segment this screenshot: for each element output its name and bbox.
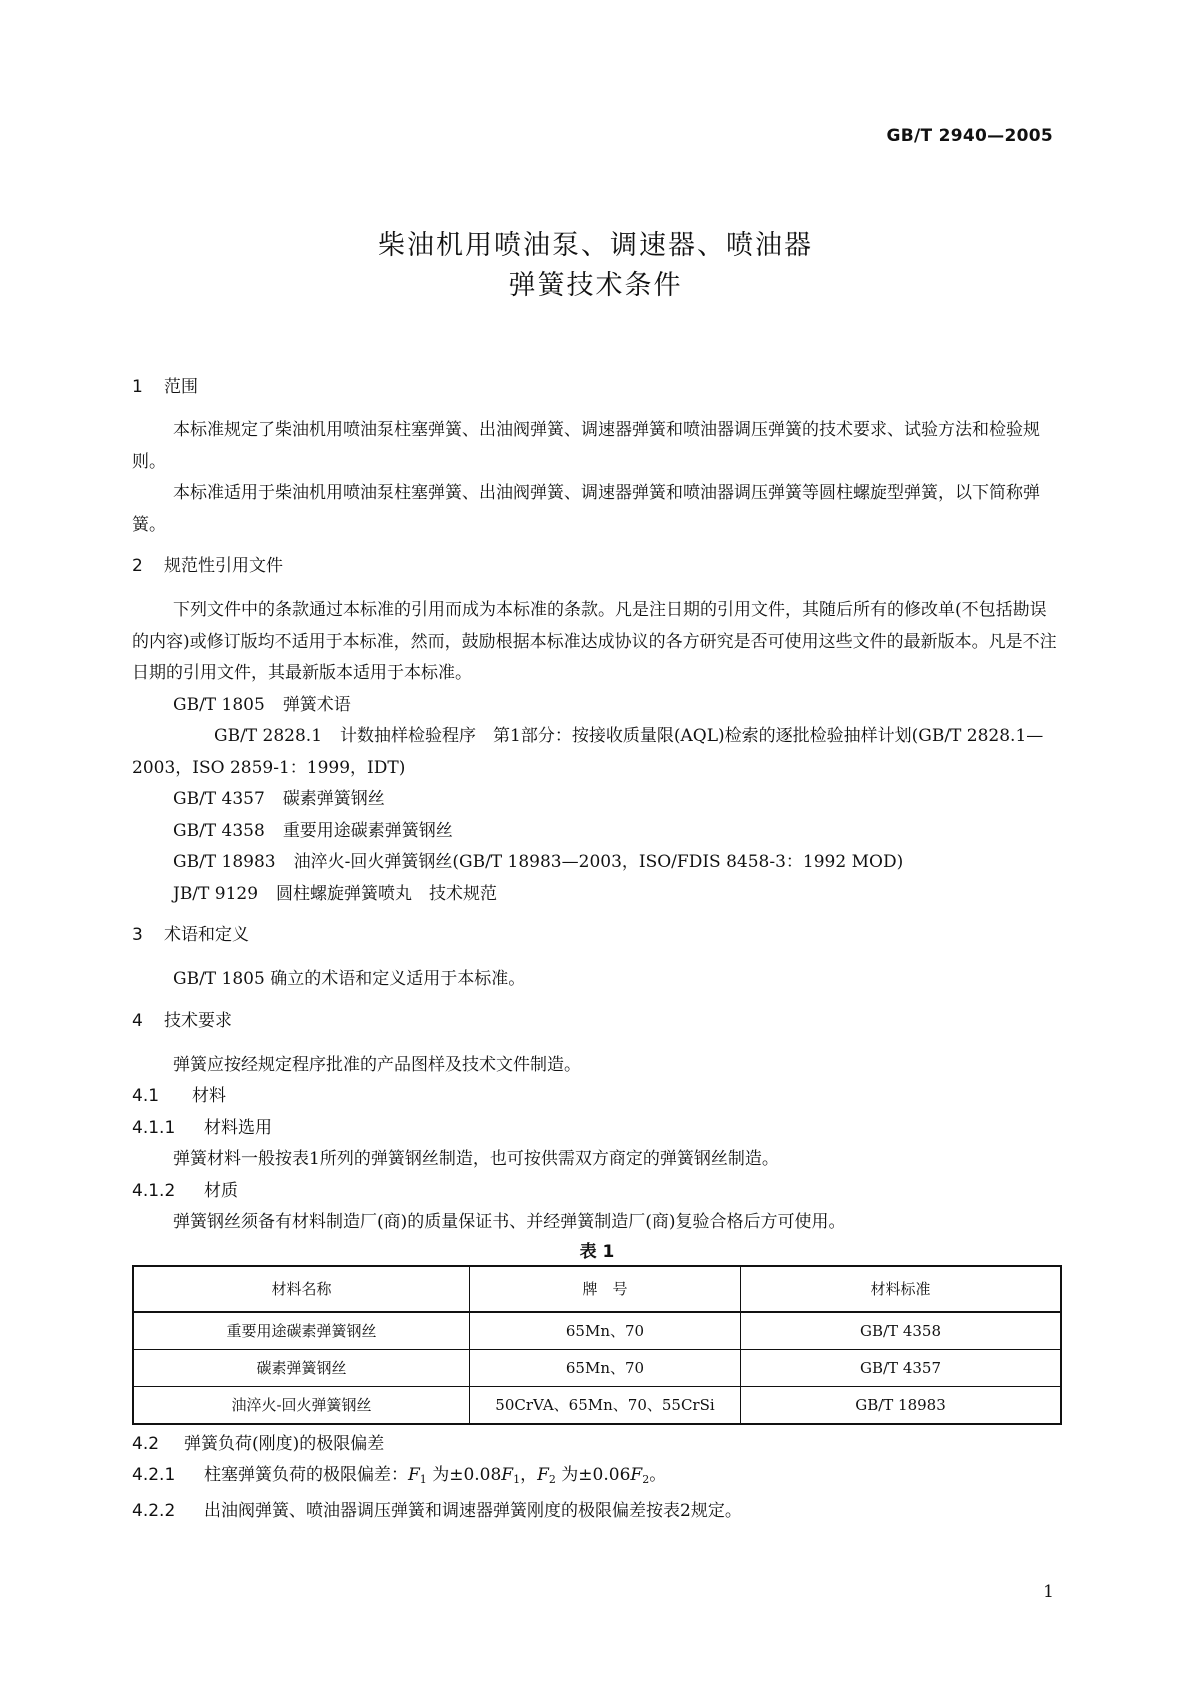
subsection-number: 4.2.2 bbox=[132, 1500, 176, 1521]
subsection-heading bbox=[132, 1113, 1062, 1145]
subsection-title: 材料选用 bbox=[204, 1117, 272, 1138]
table-cell: GB/T 18983 bbox=[741, 1386, 1062, 1424]
tolerance-text: 为±0.08 bbox=[426, 1465, 502, 1485]
subsection-title: 弹簧负荷(刚度)的极限偏差 bbox=[184, 1433, 385, 1454]
subsection-title: 材料 bbox=[192, 1086, 226, 1106]
paragraph: 本标准规定了柴油机用喷油泵柱塞弹簧、出油阀弹簧、调速器弹簧和喷油器调压弹簧的技术要求、试验方法和检验规则。 bbox=[132, 420, 1040, 472]
reference-title: 计数抽样检验程序 第1部分：按接收质量限(AQL)检索的逐批检验抽样计划(GB/T 2828.1—2003，ISO 2859-1：1999，IDT) bbox=[132, 726, 1044, 778]
subscript: 2 bbox=[642, 1473, 650, 1486]
table-row bbox=[133, 1386, 1061, 1424]
reference-item bbox=[132, 816, 1062, 848]
subsection-number: 4.1.1 bbox=[132, 1117, 176, 1138]
section-number: 2 bbox=[132, 556, 143, 576]
table-cell: 碳素弹簧钢丝 bbox=[133, 1349, 470, 1386]
table-row bbox=[133, 1312, 1061, 1350]
reference-title: 弹簧术语 bbox=[282, 694, 351, 715]
reference-code: GB/T 4357 bbox=[173, 789, 265, 809]
separator: ， bbox=[520, 1465, 538, 1485]
subsection-heading bbox=[132, 1176, 1062, 1208]
section-number: 1 bbox=[132, 377, 143, 397]
paragraph: 弹簧材料一般按表1所列的弹簧钢丝制造，也可按供需双方商定的弹簧钢丝制造。 bbox=[173, 1149, 779, 1169]
subsection-number: 4.2.1 bbox=[132, 1465, 176, 1485]
paragraph: 弹簧钢丝须备有材料制造厂(商)的质量保证书、并经弹簧制造厂(商)复验合格后方可使用。 bbox=[173, 1212, 846, 1232]
symbol-f: F bbox=[630, 1465, 643, 1485]
symbol-f: F bbox=[501, 1465, 514, 1485]
section-number: 4 bbox=[132, 1010, 143, 1031]
page-number: 1 bbox=[1043, 1582, 1054, 1602]
section-heading bbox=[132, 1010, 1062, 1032]
section-heading bbox=[132, 555, 1062, 577]
table-row bbox=[133, 1349, 1061, 1386]
table-cell: 重要用途碳素弹簧钢丝 bbox=[133, 1312, 470, 1350]
subsection-number: 4.2 bbox=[132, 1433, 160, 1454]
subsection-number: 4.1.2 bbox=[132, 1180, 176, 1201]
tolerance-text: 柱塞弹簧负荷的极限偏差： bbox=[204, 1465, 408, 1485]
tolerance-text: 出油阀弹簧、喷油器调压弹簧和调速器弹簧刚度的极限偏差按表2规定。 bbox=[204, 1500, 742, 1521]
reference-item bbox=[132, 847, 1062, 879]
reference-code: GB/T 1805 bbox=[173, 694, 265, 715]
table-cell: 50CrVA、65Mn、70、55CrSi bbox=[470, 1386, 741, 1424]
materials-table bbox=[132, 1265, 1062, 1425]
column-header: 材料名称 bbox=[133, 1266, 470, 1312]
subscript: 1 bbox=[419, 1473, 427, 1486]
reference-code: GB/T 4358 bbox=[173, 820, 265, 841]
subscript: 1 bbox=[513, 1473, 521, 1486]
standard-code: GB/T 2940—2005 bbox=[886, 126, 1053, 146]
section-title: 规范性引用文件 bbox=[164, 556, 283, 576]
reference-title: 重要用途碳素弹簧钢丝 bbox=[282, 820, 453, 841]
subsection-number: 4.1 bbox=[132, 1086, 160, 1106]
reference-item bbox=[132, 721, 1062, 784]
column-header: 材料标准 bbox=[741, 1266, 1062, 1312]
title-line-1: 柴油机用喷油泵、调速器、喷油器 bbox=[378, 230, 813, 261]
paragraph: 下列文件中的条款通过本标准的引用而成为本标准的条款。凡是注日期的引用文件，其随后所有的修改单(不包括勘误的内容)或修订版均不适用于本标准，然而，鼓励根据本标准达成协议的各方研究是否可使用这些文件的最新版本。凡是不注日期的引用文件，其最新版本适用于本标准。 bbox=[132, 600, 1057, 683]
reference-title: 油淬火-回火弹簧钢丝(GB/T 18983—2003，ISO/FDIS 8458-3：1992 MOD) bbox=[293, 852, 904, 872]
reference-item bbox=[132, 690, 1062, 722]
subsection-heading bbox=[132, 1429, 1062, 1461]
section-title: 术语和定义 bbox=[164, 925, 249, 945]
subsection-heading bbox=[132, 1081, 1062, 1113]
subsection-item bbox=[132, 1460, 1062, 1496]
table-header-row bbox=[133, 1266, 1061, 1312]
table-cell: GB/T 4357 bbox=[741, 1349, 1062, 1386]
table-cell: 65Mn、70 bbox=[470, 1349, 741, 1386]
table-cell: 油淬火-回火弹簧钢丝 bbox=[133, 1386, 470, 1424]
subscript: 2 bbox=[548, 1473, 556, 1486]
tolerance-text: 为±0.06 bbox=[555, 1465, 631, 1485]
reference-code: GB/T 18983 bbox=[173, 852, 276, 872]
symbol-f: F bbox=[408, 1465, 420, 1485]
section-heading bbox=[132, 924, 1062, 946]
reference-item bbox=[132, 879, 1062, 911]
title-line-2: 弹簧技术条件 bbox=[508, 270, 683, 301]
section-title: 范围 bbox=[164, 377, 198, 397]
reference-title: 圆柱螺旋弹簧喷丸 技术规范 bbox=[276, 883, 498, 904]
paragraph: 弹簧应按经规定程序批准的产品图样及技术文件制造。 bbox=[173, 1054, 581, 1075]
reference-item bbox=[132, 784, 1062, 816]
table-cell: 65Mn、70 bbox=[470, 1312, 741, 1350]
reference-title: 碳素弹簧钢丝 bbox=[282, 789, 385, 809]
table-caption: 表 1 bbox=[579, 1241, 615, 1262]
section-title: 技术要求 bbox=[164, 1010, 232, 1031]
section-number: 3 bbox=[132, 925, 143, 945]
document-body bbox=[132, 376, 1062, 1527]
symbol-f: F bbox=[537, 1465, 549, 1485]
column-header: 牌 号 bbox=[470, 1266, 741, 1312]
subsection-title: 材质 bbox=[204, 1180, 238, 1201]
period: 。 bbox=[649, 1465, 667, 1485]
paragraph: 本标准适用于柴油机用喷油泵柱塞弹簧、出油阀弹簧、调速器弹簧和喷油器调压弹簧等圆柱螺旋型弹簧，以下简称弹簧。 bbox=[132, 483, 1040, 535]
paragraph: GB/T 1805 确立的术语和定义适用于本标准。 bbox=[173, 969, 526, 989]
table-cell: GB/T 4358 bbox=[741, 1312, 1062, 1350]
reference-code: GB/T 2828.1 bbox=[214, 726, 323, 746]
section-heading bbox=[132, 376, 1062, 398]
reference-code: JB/T 9129 bbox=[173, 883, 259, 904]
document-title bbox=[0, 226, 1191, 306]
subsection-item bbox=[132, 1496, 1062, 1528]
